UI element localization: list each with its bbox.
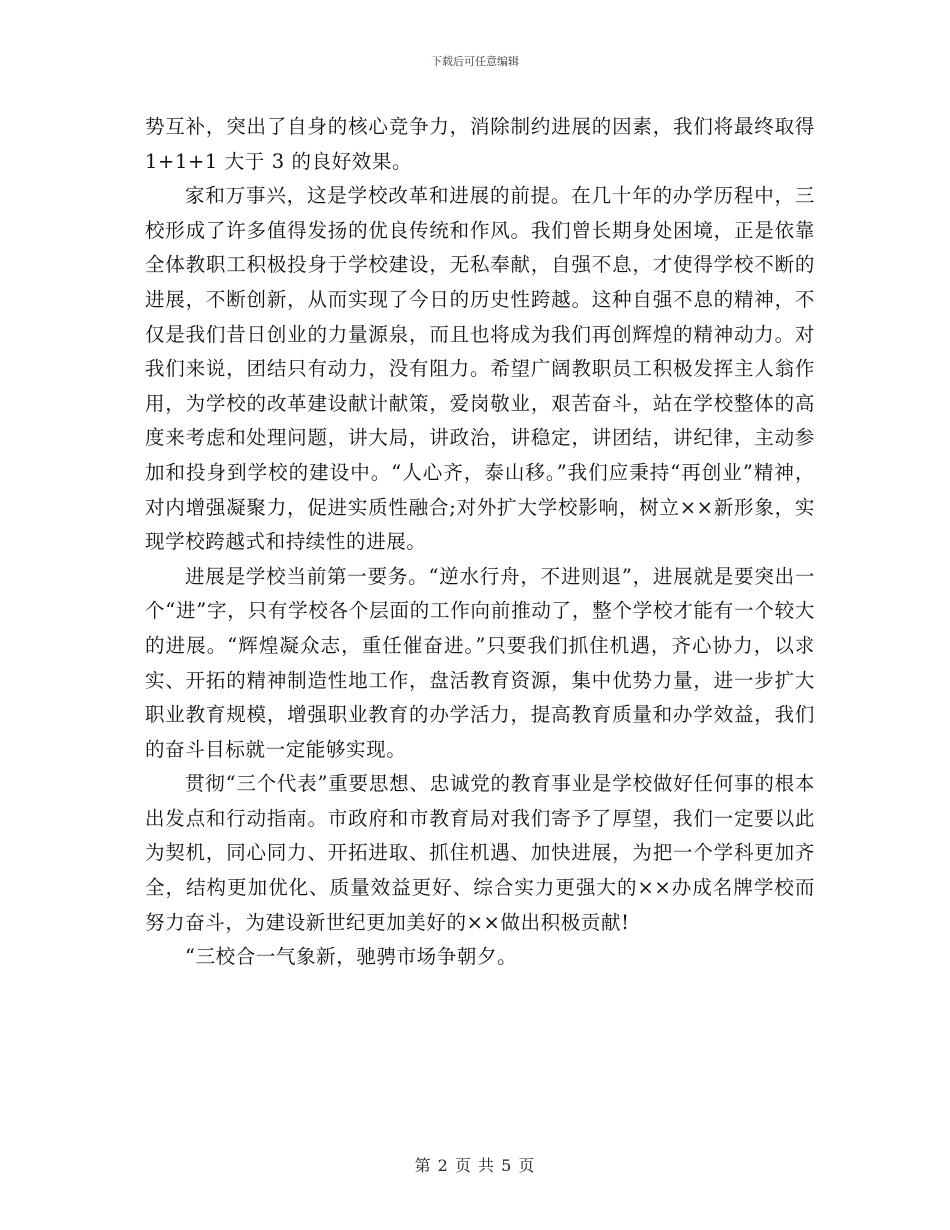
paragraph-2: 家和万事兴，这是学校改革和进展的前提。在几十年的办学历程中，三校形成了许多值得发扬的优良传统和作风。我们曾长期身处困境，正是依靠全体教职工积极投身于学校建设，无私奉献，自强不息，才使得学校不断的进展，不断创新，从而实现了今日的历史性跨越。这种自强不息的精神，不仅是我们昔日创业的力量源泉，而且也将成为我们再创辉煌的精神动力。对我们来说，团结只有动力，没有阻力。希望广阔教职员工积极发挥主人翁作用，为学校的改革建设献计献策，爱岗敬业，艰苦奋斗，站在学校整体的高度来考虑和处理问题，讲大局，讲政治，讲稳定，讲团结，讲纪律，主动参加和投身到学校的建设中。“人心齐，泰山移。”我们应秉持“再创业”精神，对内增强凝聚力，促进实质性融合;对外扩大学校影响，树立××新形象，实现学校跨越式和持续性的进展。 [145, 184, 815, 554]
page-number-footer: 第 2 页 共 5 页 [414, 1156, 536, 1175]
paragraph-1: 势互补，突出了自身的核心竞争力，消除制约进展的因素，我们将最终取得 1+1+1 大于 3 的良好效果。 [145, 115, 815, 173]
paragraph-4: 贯彻“三个代表”重要思想、忠诚党的教育事业是学校做好任何事的根本出发点和行动指南。市政府和市教育局对我们寄予了厚望，我们一定要以此为契机，同心同力、开拓进取、抓住机遇、加快进展，为把一个学科更加齐全，结构更加优化、质量效益更好、综合实力更强大的××办成名牌学校而努力奋斗，为建设新世纪更加美好的××做出积极贡献! [145, 772, 815, 934]
paragraph-5: “三校合一气象新，驰骋市场争朝夕。 [185, 945, 518, 969]
document-body [145, 110, 815, 975]
paragraph-3: 进展是学校当前第一要务。“逆水行舟，不进则退”，进展就是要突出一个“进”字，只有学校各个层面的工作向前推动了，整个学校才能有一个较大的进展。“辉煌凝众志，重任催奋进。”只要我们抓住机遇，齐心协力，以求实、开拓的精神制造性地工作，盘活教育资源，集中优势力量，进一步扩大职业教育规模，增强职业教育的办学活力，提高教育质量和办学效益，我们的奋斗目标就一定能够实现。 [145, 564, 815, 761]
page-header: 下载后可任意编辑 [431, 55, 519, 68]
